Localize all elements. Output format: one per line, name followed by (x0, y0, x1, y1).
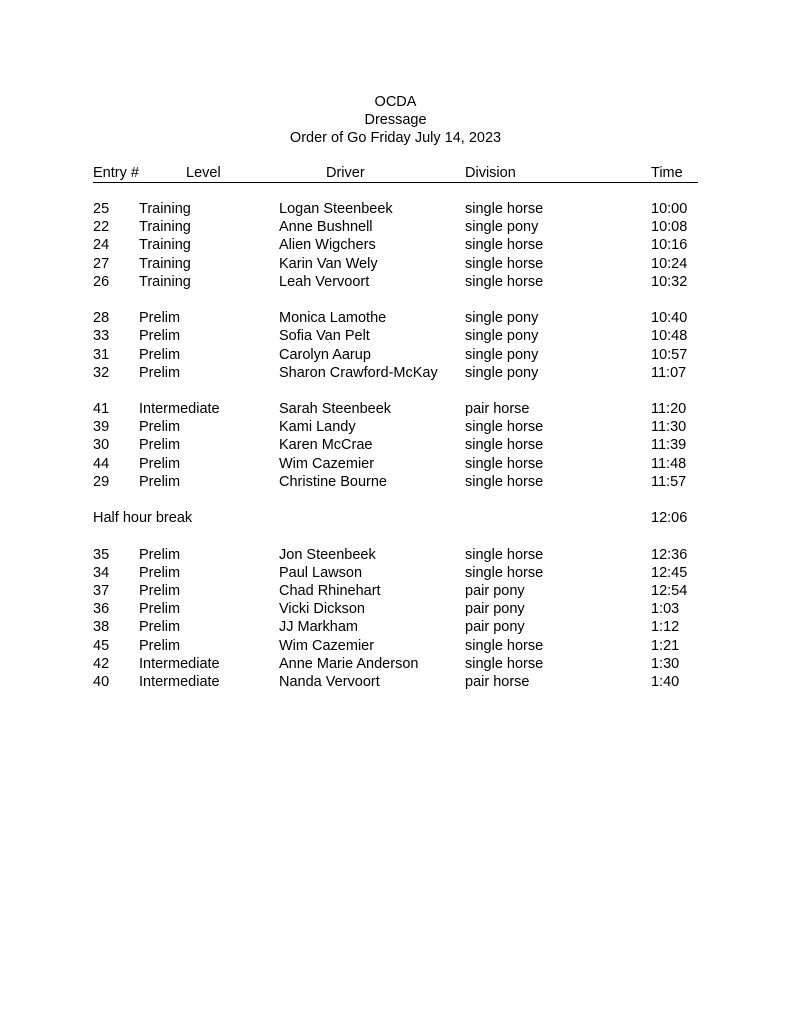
driver-cell: Sarah Steenbeek (279, 401, 392, 418)
level-cell: Prelim (139, 419, 181, 436)
time-cell: 10:57 (651, 346, 688, 363)
table-row (93, 473, 698, 491)
table-row (93, 673, 698, 691)
driver-cell: JJ Markham (279, 619, 358, 636)
driver-cell: Alien Wigchers (279, 237, 376, 254)
header-driver: Driver (326, 165, 365, 181)
break-time: 12:06 (651, 510, 688, 527)
event-name: Dressage (364, 112, 427, 128)
time-cell: 12:36 (651, 546, 688, 563)
entry-cell: 37 (93, 582, 110, 599)
schedule-title: Order of Go Friday July 14, 2023 (289, 130, 502, 146)
entry-cell: 41 (93, 401, 110, 418)
driver-cell: Nanda Vervoort (279, 673, 380, 690)
entry-cell: 40 (93, 673, 110, 690)
division-cell: single horse (465, 437, 544, 454)
division-cell: single horse (465, 637, 544, 654)
division-cell: pair pony (465, 619, 525, 636)
table-row (93, 273, 698, 291)
entry-cell: 34 (93, 564, 110, 581)
entry-cell: 32 (93, 364, 110, 381)
time-cell: 1:40 (651, 673, 680, 690)
table-row (93, 309, 698, 327)
time-cell: 1:30 (651, 655, 680, 672)
time-cell: 10:00 (651, 201, 688, 217)
entry-cell: 30 (93, 437, 110, 454)
schedule-table (93, 200, 698, 691)
level-cell: Prelim (139, 455, 181, 472)
entry-cell: 36 (93, 601, 110, 618)
division-cell: single pony (465, 310, 539, 327)
level-cell: Prelim (139, 346, 181, 363)
time-cell: 10:08 (651, 219, 688, 236)
table-row (93, 327, 698, 345)
division-cell: pair pony (465, 601, 525, 618)
entry-cell: 33 (93, 328, 110, 345)
time-cell: 12:54 (651, 582, 688, 599)
entry-cell: 42 (93, 655, 110, 672)
level-cell: Training (139, 255, 191, 272)
header-division: Division (465, 165, 516, 181)
group-spacer (93, 491, 698, 509)
level-cell: Intermediate (139, 673, 220, 690)
table-row (93, 255, 698, 273)
org-name: OCDA (374, 94, 417, 110)
division-cell: pair horse (465, 673, 530, 690)
entry-cell: 44 (93, 455, 110, 472)
entry-cell: 26 (93, 273, 110, 290)
level-cell: Intermediate (139, 401, 220, 418)
time-cell: 11:57 (651, 473, 687, 490)
entry-cell: 45 (93, 637, 110, 654)
level-cell: Prelim (139, 546, 181, 563)
entry-cell: 24 (93, 237, 110, 254)
break-row (93, 509, 698, 527)
time-cell: 1:03 (651, 601, 680, 618)
driver-cell: Karin Van Wely (279, 255, 378, 272)
level-cell: Prelim (139, 601, 181, 618)
level-cell: Prelim (139, 310, 181, 327)
entry-cell: 38 (93, 619, 110, 636)
level-cell: Prelim (139, 364, 181, 381)
time-cell: 1:12 (651, 619, 680, 636)
table-row (93, 546, 698, 564)
entry-cell: 28 (93, 310, 110, 327)
time-cell: 11:48 (651, 455, 687, 472)
table-row (93, 418, 698, 436)
level-cell: Prelim (139, 328, 181, 345)
time-cell: 11:20 (651, 401, 687, 418)
driver-cell: Wim Cazemier (279, 455, 375, 472)
table-row (93, 600, 698, 618)
division-cell: single horse (465, 255, 544, 272)
level-cell: Prelim (139, 437, 181, 454)
division-cell: single horse (465, 455, 544, 472)
driver-cell: Leah Vervoort (279, 273, 370, 290)
table-row (93, 436, 698, 454)
table-row (93, 455, 698, 473)
driver-cell: Karen McCrae (279, 437, 373, 454)
entry-cell: 22 (93, 219, 110, 236)
division-cell: pair pony (465, 582, 525, 599)
time-cell: 11:39 (651, 437, 687, 454)
driver-cell: Anne Bushnell (279, 219, 373, 236)
level-cell: Training (139, 237, 191, 254)
time-cell: 10:48 (651, 328, 688, 345)
time-cell: 12:45 (651, 564, 688, 581)
header-entry: Entry # (93, 165, 139, 181)
table-row (93, 582, 698, 600)
table-row (93, 236, 698, 254)
time-cell: 10:32 (651, 273, 688, 290)
level-cell: Prelim (139, 619, 181, 636)
level-cell: Prelim (139, 637, 181, 654)
division-cell: single pony (465, 346, 539, 363)
driver-cell: Paul Lawson (279, 564, 363, 581)
table-row (93, 200, 698, 218)
division-cell: single pony (465, 364, 539, 381)
level-cell: Training (139, 219, 191, 236)
driver-cell: Carolyn Aarup (279, 346, 371, 363)
table-row (93, 618, 698, 636)
driver-cell: Chad Rhinehart (279, 582, 381, 599)
entry-cell: 31 (93, 346, 110, 363)
group-spacer (93, 291, 698, 309)
division-cell: single pony (465, 219, 539, 236)
break-label: Half hour break (93, 510, 193, 527)
driver-cell: Kami Landy (279, 419, 356, 436)
driver-cell: Sharon Crawford-McKay (279, 364, 438, 381)
driver-cell: Monica Lamothe (279, 310, 387, 327)
division-cell: single horse (465, 273, 544, 290)
table-row (93, 637, 698, 655)
header-level: Level (186, 165, 221, 181)
time-cell: 10:16 (651, 237, 688, 254)
driver-cell: Jon Steenbeek (279, 546, 376, 563)
document-title (0, 93, 791, 147)
time-cell: 11:07 (651, 364, 687, 381)
level-cell: Prelim (139, 473, 181, 490)
table-row (93, 346, 698, 364)
entry-cell: 39 (93, 419, 110, 436)
division-cell: single horse (465, 546, 544, 563)
table-row (93, 400, 698, 418)
entry-cell: 29 (93, 473, 110, 490)
table-row (93, 655, 698, 673)
time-cell: 10:24 (651, 255, 688, 272)
division-cell: single horse (465, 419, 544, 436)
group-spacer (93, 527, 698, 545)
table-row (93, 564, 698, 582)
level-cell: Intermediate (139, 655, 220, 672)
level-cell: Prelim (139, 582, 181, 599)
level-cell: Training (139, 201, 191, 217)
driver-cell: Logan Steenbeek (279, 201, 393, 217)
level-cell: Training (139, 273, 191, 290)
level-cell: Prelim (139, 564, 181, 581)
time-cell: 11:30 (651, 419, 687, 436)
division-cell: pair horse (465, 401, 530, 418)
division-cell: single pony (465, 328, 539, 345)
driver-cell: Christine Bourne (279, 473, 387, 490)
driver-cell: Sofia Van Pelt (279, 328, 370, 345)
driver-cell: Wim Cazemier (279, 637, 375, 654)
table-row (93, 218, 698, 236)
entry-cell: 25 (93, 201, 110, 217)
table-header (93, 164, 698, 183)
division-cell: single horse (465, 473, 544, 490)
driver-cell: Vicki Dickson (279, 601, 365, 618)
driver-cell: Anne Marie Anderson (279, 655, 419, 672)
header-time: Time (651, 165, 683, 181)
entry-cell: 35 (93, 546, 110, 563)
table-row (93, 364, 698, 382)
division-cell: single horse (465, 237, 544, 254)
division-cell: single horse (465, 564, 544, 581)
division-cell: single horse (465, 201, 544, 217)
entry-cell: 27 (93, 255, 110, 272)
division-cell: single horse (465, 655, 544, 672)
group-spacer (93, 382, 698, 400)
time-cell: 10:40 (651, 310, 688, 327)
time-cell: 1:21 (651, 637, 680, 654)
